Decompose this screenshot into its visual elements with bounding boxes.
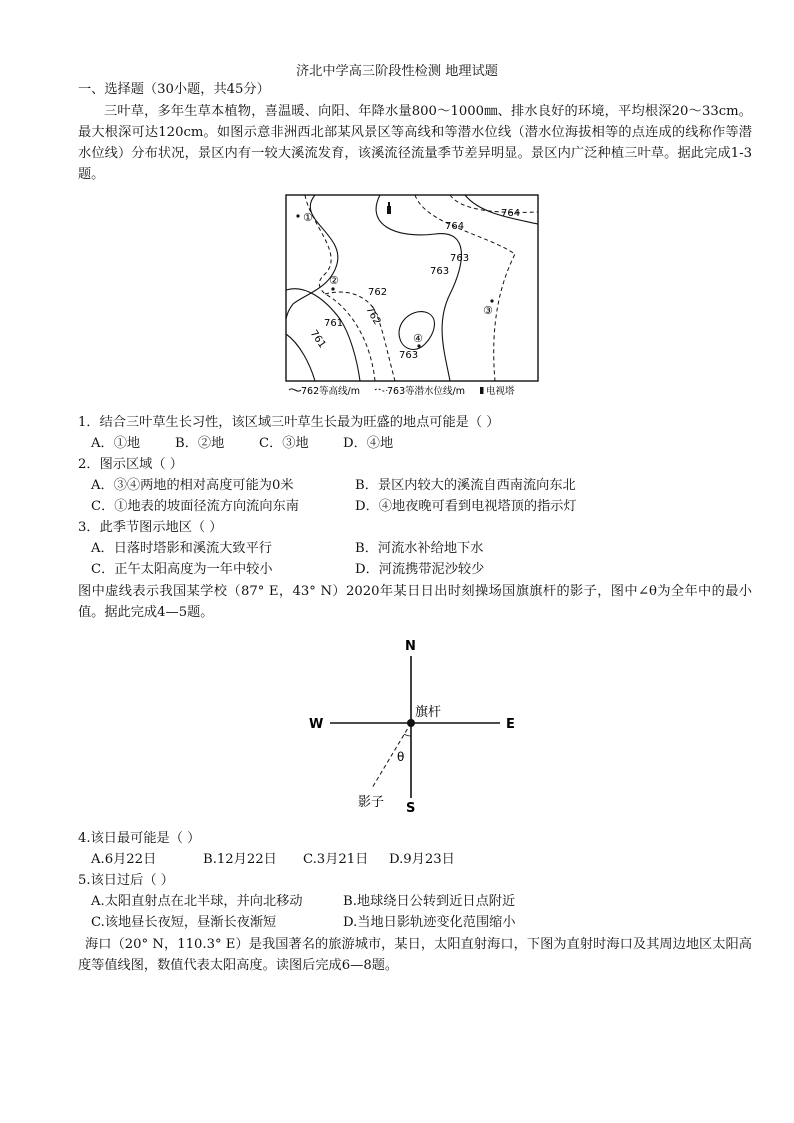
legend-contour-text: 等高线/m — [319, 386, 360, 397]
question-3-stem: 3．此季节图示地区（ ） — [78, 520, 223, 535]
point-2-dot — [331, 287, 334, 290]
map-legend — [289, 385, 515, 397]
water-table-label: 763 — [450, 253, 470, 264]
tv-tower-icon — [387, 202, 391, 214]
water-table-line-761 — [325, 292, 395, 381]
question-5-option-b[interactable]: B.地球绕日公转到近日点附近 — [343, 894, 516, 909]
question-4-option-b[interactable]: B.12月22日 — [203, 852, 277, 867]
question-4-stem: 4.该日最可能是（ ） — [78, 831, 201, 846]
point-1-label: ① — [303, 211, 313, 224]
intro-paragraph-2: 图中虚线表示我国某学校（87° E，43° N）2020年某日日出时刻操场国旗旗杆的影子，图中∠θ为全年中的最小值。据此完成4—5题。 — [78, 584, 752, 620]
question-4-option-d[interactable]: D.9月23日 — [389, 852, 455, 867]
legend-tower-text: 电视塔 — [486, 386, 515, 397]
label-west: W — [309, 717, 324, 732]
contour-label: 764 — [445, 221, 465, 232]
question-5-option-c[interactable]: C.该地昼长夜短，昼渐长夜渐短 — [91, 915, 277, 930]
question-1-option-b[interactable]: B．②地 — [175, 436, 225, 451]
intro-paragraph-1: 三叶草，多年生草本植物，喜温暖、向阳、年降水量800～1000㎜、排水良好的环境，平均根深20～33cm。最大根深可达120cm。如图示意非洲西北部某风景区等高线和等潜水位线（潜水位海拔相等的点连成的线称作等潜水位线）分布状况，景区内有一较大溪流发育，该溪流径流量季节差异明显。景区内广泛种植三叶草。据此完成1-3题。 — [78, 104, 752, 182]
contour-line-760 — [286, 334, 315, 381]
question-2-option-b[interactable]: B．景区内较大的溪流自西南流向东北 — [355, 478, 576, 493]
question-1-option-a[interactable]: A．①地 — [91, 436, 141, 451]
question-3-option-b[interactable]: B．河流水补给地下水 — [355, 541, 484, 556]
label-south: S — [406, 801, 416, 816]
question-5-option-d[interactable]: D.当地日影轨迹变化范围缩小 — [343, 915, 516, 930]
legend-water-table-text: 等潜水位线/m — [405, 386, 465, 397]
water-table-label: 761 — [324, 318, 344, 329]
page-title: 济北中学高三阶段性检测 地理试题 — [295, 64, 498, 79]
question-3-option-d[interactable]: D．河流携带泥沙较少 — [355, 562, 485, 577]
flagpole-shadow-diagram — [300, 636, 530, 816]
point-3-dot — [490, 299, 493, 302]
question-3-option-a[interactable]: A．日落时塔影和溪流大致平行 — [91, 541, 272, 556]
water-table-label: 762 — [368, 287, 388, 298]
water-table-line-763 — [415, 195, 515, 381]
point-2-label: ② — [329, 274, 339, 287]
question-2-option-d[interactable]: D．④地夜晚可看到电视塔顶的指示灯 — [355, 499, 577, 514]
question-5-stem: 5.该日过后（ ） — [78, 873, 174, 888]
question-5-option-a[interactable]: A.太阳直射点在北半球，并向北移动 — [91, 894, 303, 909]
water-table-label: 764 — [501, 208, 521, 219]
water-table-line-764 — [450, 195, 538, 212]
question-4-option-c[interactable]: C.3月21日 — [303, 852, 369, 867]
question-3-option-c[interactable]: C．正午太阳高度为一年中较小 — [91, 562, 273, 577]
contour-label: 763 — [399, 350, 419, 361]
contour-label: 762 — [363, 304, 383, 327]
label-theta: θ — [397, 750, 405, 764]
question-2-stem: 2．图示区域（ ） — [78, 457, 183, 472]
question-2-option-a[interactable]: A．③④两地的相对高度可能为0米 — [91, 478, 294, 493]
question-2-option-c[interactable]: C．①地表的坡面径流方向流向东南 — [91, 499, 299, 514]
label-flagpole: 旗杆 — [415, 705, 442, 720]
intro-paragraph-3: 海口（20° N，110.3° E）是我国著名的旅游城市，某日，太阳直射海口，下图为直射时海口及其周边地区太阳高度等值线图，数值代表太阳高度。读图后完成6—8题。 — [78, 937, 752, 973]
theta-arc — [404, 734, 411, 736]
point-4-label: ④ — [413, 332, 423, 345]
section-heading: 一、选择题（30小题，共45分） — [78, 82, 270, 97]
question-1-option-d[interactable]: D．④地 — [343, 436, 394, 451]
label-shadow: 影子 — [358, 795, 385, 810]
legend-tv-tower-icon — [480, 387, 484, 394]
legend-contour-value: 762 — [301, 386, 320, 397]
contour-label: 761 — [307, 328, 328, 351]
question-4-option-a[interactable]: A.6月22日 — [91, 852, 157, 867]
point-1-dot — [296, 214, 299, 217]
contour-map — [285, 194, 539, 406]
legend-water-table-value: 763 — [387, 386, 406, 397]
question-1-option-c[interactable]: C．③地 — [259, 436, 309, 451]
water-table-line-762 — [305, 195, 375, 381]
contour-line-761-b — [286, 289, 360, 381]
contour-label: 763 — [430, 266, 450, 277]
label-north: N — [405, 639, 416, 654]
label-east: E — [506, 717, 515, 732]
point-3-label: ③ — [483, 304, 493, 317]
shadow-line — [372, 723, 411, 788]
question-1-stem: 1．结合三叶草生长习性，该区域三叶草生长最为旺盛的地点可能是（ ） — [78, 415, 500, 430]
